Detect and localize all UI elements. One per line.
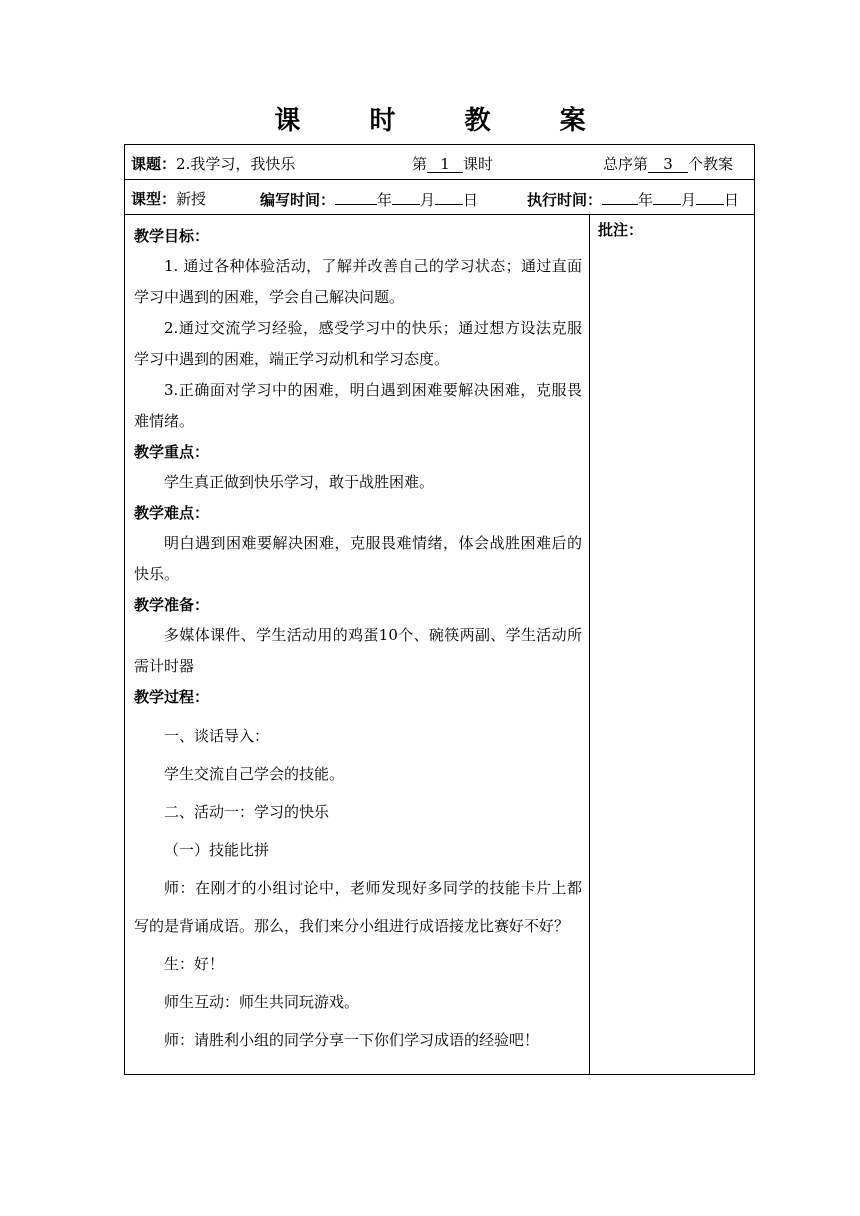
total-prefix: 总序第 — [603, 155, 649, 173]
month-char: 月 — [681, 191, 697, 209]
total-number: 3 — [648, 156, 688, 173]
process-step: 一、谈话导入： — [164, 727, 270, 745]
exec-day-blank — [696, 188, 724, 205]
day-char: 日 — [463, 191, 479, 209]
write-time-label: 编写时间： — [260, 191, 336, 209]
title-char: 教 — [464, 106, 491, 136]
exec-year-blank — [602, 188, 638, 205]
title-char: 案 — [559, 106, 586, 136]
total-suffix: 个教案 — [688, 155, 734, 173]
header-row-type — [125, 180, 754, 215]
type-cell — [131, 188, 206, 209]
goal-item: 3.正确面对学习中的困难，明白遇到困难要解决困难，克服畏难情绪。 — [134, 381, 582, 430]
goal-item: 1. 通过各种体验活动，了解并改善自己的学习状态；通过直面学习中遇到的困难，学会自己解决问题。 — [134, 257, 582, 306]
year-char: 年 — [638, 191, 654, 209]
lesson-plan-table — [124, 144, 755, 1075]
exec-month-blank — [653, 188, 681, 205]
annotation-cell — [590, 215, 754, 1074]
type-label: 课型： — [131, 190, 177, 208]
process-step: 师生互动：师生共同玩游戏。 — [164, 993, 360, 1011]
day-char: 日 — [724, 191, 740, 209]
lesson-number-cell — [412, 153, 493, 174]
write-year-blank — [335, 188, 377, 205]
total-number-cell — [603, 153, 733, 174]
topic-label: 课题： — [131, 155, 177, 173]
goal-item: 2.通过交流学习经验，感受学习中的快乐；通过想方设法克服学习中遇到的困难，端正学习动机和学习态度。 — [134, 319, 582, 368]
process-step: 二、活动一：学习的快乐 — [164, 803, 330, 821]
main-content-cell — [125, 215, 590, 1074]
title-char: 时 — [369, 106, 396, 136]
preparation-text: 多媒体课件、学生活动用的鸡蛋10个、碗筷两副、学生活动所需计时器 — [134, 626, 582, 675]
topic-value: 2.我学习，我快乐 — [176, 155, 296, 173]
exec-time-cell — [527, 188, 739, 210]
section-heading-goals: 教学目标： — [134, 227, 210, 245]
write-time-cell — [260, 188, 478, 210]
year-char: 年 — [377, 191, 393, 209]
lesson-number: 1 — [427, 156, 463, 173]
topic-cell — [131, 153, 295, 174]
lesson-suffix: 课时 — [463, 155, 494, 173]
page-title — [0, 100, 860, 137]
annotation-label: 批注： — [598, 221, 644, 239]
process-step: 生：好！ — [164, 955, 225, 973]
month-char: 月 — [420, 191, 436, 209]
process-step: 学生交流自己学会的技能。 — [164, 765, 345, 783]
type-value: 新授 — [176, 190, 207, 208]
process-step: （一）技能比拼 — [164, 841, 270, 859]
section-heading-key-points: 教学重点： — [134, 443, 210, 461]
section-heading-process: 教学过程： — [134, 688, 210, 706]
section-heading-preparation: 教学准备： — [134, 596, 210, 614]
lesson-prefix: 第 — [412, 155, 428, 173]
exec-time-label: 执行时间： — [527, 191, 603, 209]
content-body — [134, 221, 582, 1059]
write-month-blank — [392, 188, 420, 205]
key-points-text: 学生真正做到快乐学习，敢于战胜困难。 — [164, 473, 435, 491]
section-heading-difficulties: 教学难点： — [134, 504, 210, 522]
process-step: 师：在刚才的小组讨论中，老师发现好多同学的技能卡片上都写的是背诵成语。那么，我们来分小组进行成语接龙比赛好不好？ — [134, 879, 582, 935]
difficulties-text: 明白遇到困难要解决困难，克服畏难情绪，体会战胜困难后的快乐。 — [134, 534, 582, 583]
process-step: 师：请胜利小组的同学分享一下你们学习成语的经验吧！ — [164, 1031, 540, 1049]
title-char: 课 — [274, 106, 301, 136]
write-day-blank — [435, 188, 463, 205]
header-row-topic — [125, 145, 754, 180]
